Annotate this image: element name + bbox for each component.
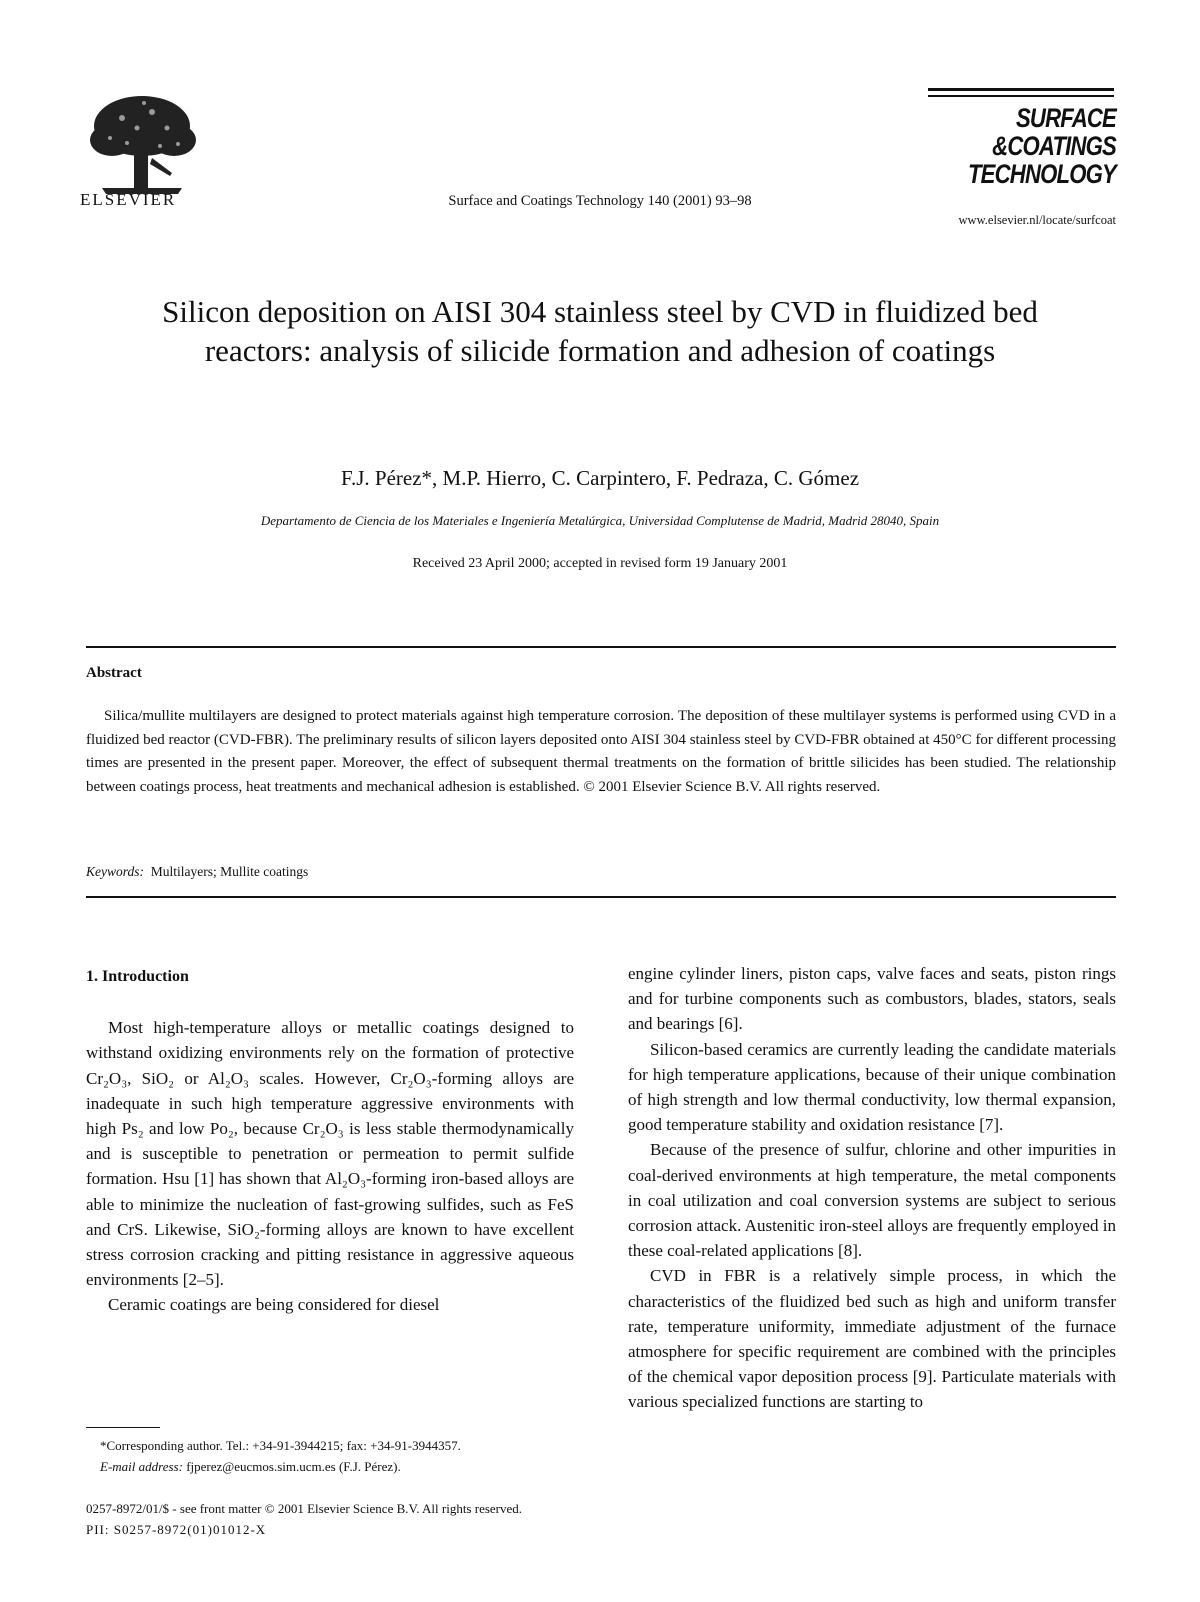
footnote-divider bbox=[86, 1427, 160, 1428]
abstract-text: Silica/mullite multilayers are designed to protect materials against high temperature corrosion. The deposition of these multilayer systems is performed using CVD in a fluidized bed reactor (CVD-FBR). The preliminary results of silicon layers deposited onto AISI 304 stainless steel by CVD-FBR obtained at 450°C for different processing times are presented in the present paper. Moreover, the effect of subsequent thermal treatments on the formation of brittle silicides has been studied. The relationship between coatings process, heat treatments and mechanical adhesion is established. © 2001 Elsevier Science B.V. All rights reserved. bbox=[86, 708, 1116, 795]
keywords bbox=[86, 864, 308, 880]
journal-logo-rule bbox=[928, 88, 1114, 91]
footnotes bbox=[86, 1436, 574, 1477]
abstract-heading: Abstract bbox=[86, 665, 142, 681]
section-divider bbox=[86, 896, 1116, 898]
journal-logo-line: &COATINGS bbox=[992, 131, 1116, 161]
body-column-right bbox=[628, 961, 1116, 1415]
corresponding-author-note: *Corresponding author. Tel.: +34-91-3944215; fax: +34-91-3944357. bbox=[100, 1438, 461, 1453]
journal-logo-rule bbox=[928, 95, 1114, 97]
email-address-link[interactable]: fjperez@eucmos.sim.ucm.es (F.J. Pérez). bbox=[186, 1458, 401, 1474]
body-paragraph: Because of the presence of sulfur, chlorine and other impurities in coal-derived environments at high temperature, the metal components in coal utilization and coal conversion systems are subject to serious corrosion attack. Austenitic iron-steel alloys are frequently employed in these coal-related applications [8]. bbox=[628, 1140, 1116, 1261]
received-dates: Received 23 April 2000; accepted in revised form 19 January 2001 bbox=[412, 556, 788, 571]
paper-title: Silicon deposition on AISI 304 stainless steel by CVD in fluidized bed reactors: analysis of silicide formation and adhesion of coatings bbox=[162, 294, 1038, 368]
journal-logo-line: SURFACE bbox=[1015, 103, 1116, 133]
author-affiliation: Departamento de Ciencia de los Materiales e Ingeniería Metalúrgica, Universidad Complutense de Madrid, Madrid 28040, Spain bbox=[260, 513, 940, 528]
body-paragraph: Silicon-based ceramics are currently leading the candidate materials for high temperature applications, because of their unique combination of high strength and low thermal conductivity, low thermal expansion, good temperature stability and oxidation resistance [7]. bbox=[628, 1039, 1116, 1135]
copyright-line: 0257-8972/01/$ - see front matter © 2001 Elsevier Science B.V. All rights reserved. bbox=[86, 1501, 523, 1516]
keywords-label: Keywords: bbox=[86, 864, 144, 879]
body-paragraph: CVD in FBR is a relatively simple process, in which the characteristics of the fluidized bed such as high and uniform transfer rate, temperature uniformity, immediate adjustment of the furnace atmosphere for specific requirement are combined with the principles of the chemical vapor deposition process [9]. Particulate materials with various specialized functions are starting to bbox=[628, 1266, 1116, 1412]
section-divider bbox=[86, 646, 1116, 648]
pii-identifier: PII: S0257-8972(01)01012-X bbox=[86, 1522, 267, 1537]
body-column-left bbox=[86, 964, 574, 1318]
journal-citation: Surface and Coatings Technology 140 (2001) 93–98 bbox=[448, 193, 752, 209]
author-list: F.J. Pérez*, M.P. Hierro, C. Carpintero, F. Pedraza, C. Gómez bbox=[340, 466, 860, 490]
publisher-name: ELSEVIER bbox=[80, 190, 177, 209]
section-heading: 1. Introduction bbox=[86, 968, 189, 985]
body-paragraph: Ceramic coatings are being considered for diesel bbox=[108, 1295, 440, 1315]
journal-url-link[interactable]: www.elsevier.nl/locate/surfcoat bbox=[958, 213, 1116, 227]
keywords-value: Multilayers; Mullite coatings bbox=[150, 864, 309, 879]
body-paragraph: engine cylinder liners, piston caps, valve faces and seats, piston rings and for turbine components such as combustors, blades, stators, seals and bearings [6]. bbox=[628, 964, 1116, 1034]
email-label: E-mail address: bbox=[100, 1458, 183, 1474]
journal-logo-line: TECHNOLOGY bbox=[967, 159, 1116, 189]
journal-logo bbox=[955, 104, 1116, 188]
body-paragraph: Most high-temperature alloys or metallic coatings designed to withstand oxidizing environments rely on the formation of protective Cr₂O₃, SiO₂ or Al₂O₃ scales. However, Cr₂O₃-forming alloys are inadequate in such high temperature aggressive environments with high Ps₂ and low Po₂, because Cr₂O₃ is less stable thermodynamically and is susceptible to penetration or permeation to permit sulfide formation. Hsu [1] has shown that Al₂O₃-forming iron-based alloys are able to minimize the nucleation of fast-growing sulfides, such as FeS and CrS. Likewise, SiO₂-forming alloys are known to have excellent stress corrosion cracking and pitting resistance in aggressive aqueous environments [2–5]. bbox=[86, 1018, 574, 1290]
